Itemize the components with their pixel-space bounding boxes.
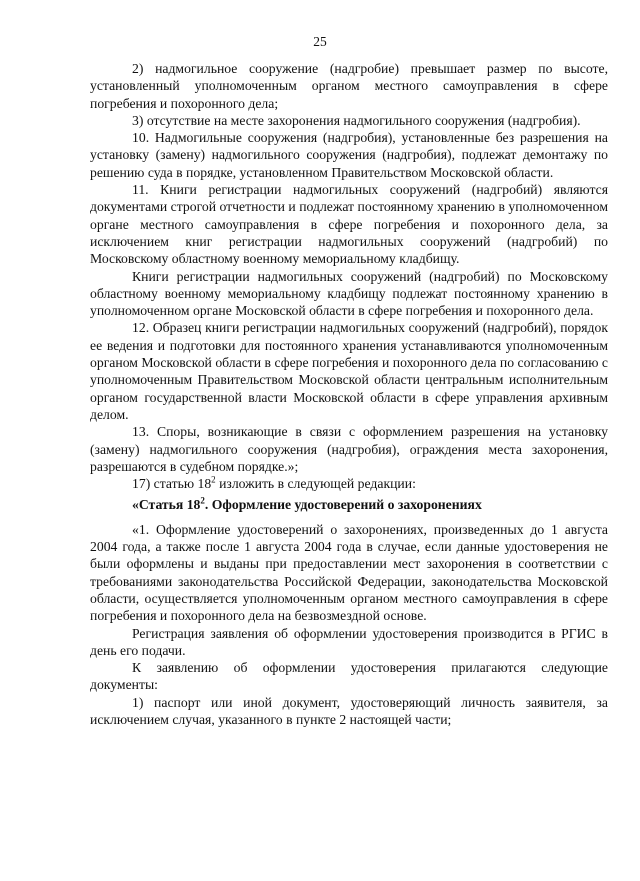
paragraph-passport: 1) паспорт или иной документ, удостоверяющий личность заявителя, за исключением случая, указанного в пункте 2 настоящей части; <box>90 694 608 727</box>
amendment-17-text-start: 17) статью 18 <box>132 476 212 492</box>
paragraph-clause-11-continued: Книги регистрации надмогильных сооружений (надгробий) по Московскому областному военному мемориальному кладбищу подлежат постоянному хранению в уполномоченном органе Московской области в сфере погребения и похоронного дела. <box>90 268 608 319</box>
paragraph-clause-11: 11. Книги регистрации надмогильных сооружений (надгробий) являются документами строгой отчетности и подлежат постоянному хранению в уполномоченном органе местного самоуправления в сфере погребения и похоронного дела, за исключением книг регистрации надмогильных сооружений (надгробий) по Московскому областному военному мемориальному кладбищу. <box>90 182 608 267</box>
page-number: 25 <box>313 34 327 49</box>
paragraph-clause-13: 13. Споры, возникающие в связи с оформлением разрешения на установку (замену) надмогильного сооружения (надгробия), ограждения места захоронения, разрешаются в судебном порядке.»; <box>90 424 608 474</box>
paragraph-attachments: К заявлению об оформлении удостоверения прилагаются следующие документы: <box>90 660 608 693</box>
paragraph-clause-12: 12. Образец книги регистрации надмогильных сооружений (надгробий), порядок ее ведения и подготовки для постоянного хранения устанавливаются уполномоченным органом Московской области в сфере погребения и похоронного дела по согласованию с уполномоченным Правительством Московской области центральным исполнительным органом государственной власти Московской области в сфере управления архивным делом. <box>90 320 608 422</box>
article-heading-superscript: 2 <box>200 495 205 506</box>
paragraph-clause-10: 10. Надмогильные сооружения (надгробия), установленные без разрешения на установку (замену) надмогильного сооружения (надгробия), подлежат демонтажу по решению суда в порядке, установленном Правительством Московской области. <box>90 130 608 180</box>
paragraph-amendment-17 <box>90 475 608 492</box>
paragraph-article-part-1: «1. Оформление удостоверений о захоронениях, произведенных до 1 августа 2004 года, а также после 1 августа 2004 года в случае, если данные удостоверения не были оформлены и выданы при предоставлении мест захоронения в соответствии с требованиями законодательства Российской Федерации, законодательства Московской области, осуществляется уполномоченным органом местного самоуправления в сфере погребения и похоронного дела на безвозмездной основе. <box>90 521 608 624</box>
article-heading <box>90 496 608 513</box>
article-heading-end: . Оформление удостоверений о захоронениях <box>204 497 482 513</box>
paragraph-item-2: 2) надмогильное сооружение (надгробие) превышает размер по высоте, установленный уполномоченным органом местного самоуправления в сфере погребения и похоронного дела; <box>90 61 608 111</box>
amendment-17-text-end: изложить в следующей редакции: <box>215 476 416 492</box>
document-body <box>90 60 608 728</box>
article-heading-start: «Статья 18 <box>132 497 201 513</box>
paragraph-registration: Регистрация заявления об оформлении удостоверения производится в РГИС в день его подачи. <box>90 625 608 658</box>
amendment-17-superscript: 2 <box>211 474 216 485</box>
paragraph-item-3: 3) отсутствие на месте захоронения надмогильного сооружения (надгробия). <box>132 112 581 128</box>
